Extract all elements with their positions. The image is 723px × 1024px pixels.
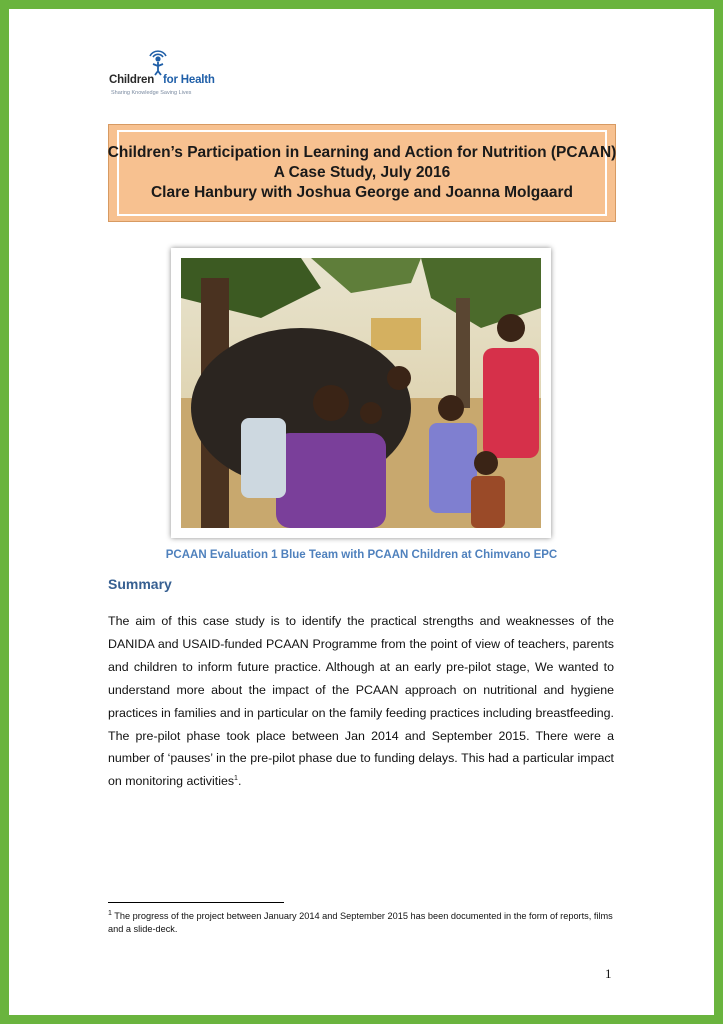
document-subtitle: A Case Study, July 2016 [273,164,451,181]
photo-caption: PCAAN Evaluation 1 Blue Team with PCAAN Children at Chimvano EPC [165,549,558,561]
title-box [108,124,616,222]
page-number: 1 [605,966,612,981]
summary-paragraph: The aim of this case study is to identify the practical strengths and weaknesses of the DANIDA and USAID-funded PCAAN Programme from the point of view of teachers, parents and children to inform future practice. Although at an early pre-pilot stage, We wanted to understand more about the impact of the PCAAN approach on nutritional and hygiene practices in families and in particular on the family feeding practices including breastfeeding. The pre-pilot phase took place between Jan 2014 and September 2015. There were a number of ‘pauses’ in the pre-pilot phase due to funding delays. This had a particular impact on monitoring activities$^1$. [108,614,614,789]
children-for-health-logo [109,42,219,102]
logo-wordmark: Children for Health [109,74,215,86]
logo-tagline: Sharing Knowledge Saving Lives [111,90,192,96]
summary-heading: Summary [108,576,172,592]
broadcast-figure-icon [141,42,175,76]
document-page [9,9,714,1015]
footnote-reference[interactable]: 1 [234,775,238,783]
document-title: Children’s Participation in Learning and Action for Nutrition (PCAAN) [107,144,617,161]
photo-illustration [181,258,541,528]
footnote-divider [108,902,284,903]
document-authors: Clare Hanbury with Joshua George and Joanna Molgaard [150,184,574,201]
group-photo [171,248,551,538]
footnote: $^1$ The progress of the project between January 2014 and September 2015 has been documented in the form of reports, films and a slide-deck. [108,909,613,934]
